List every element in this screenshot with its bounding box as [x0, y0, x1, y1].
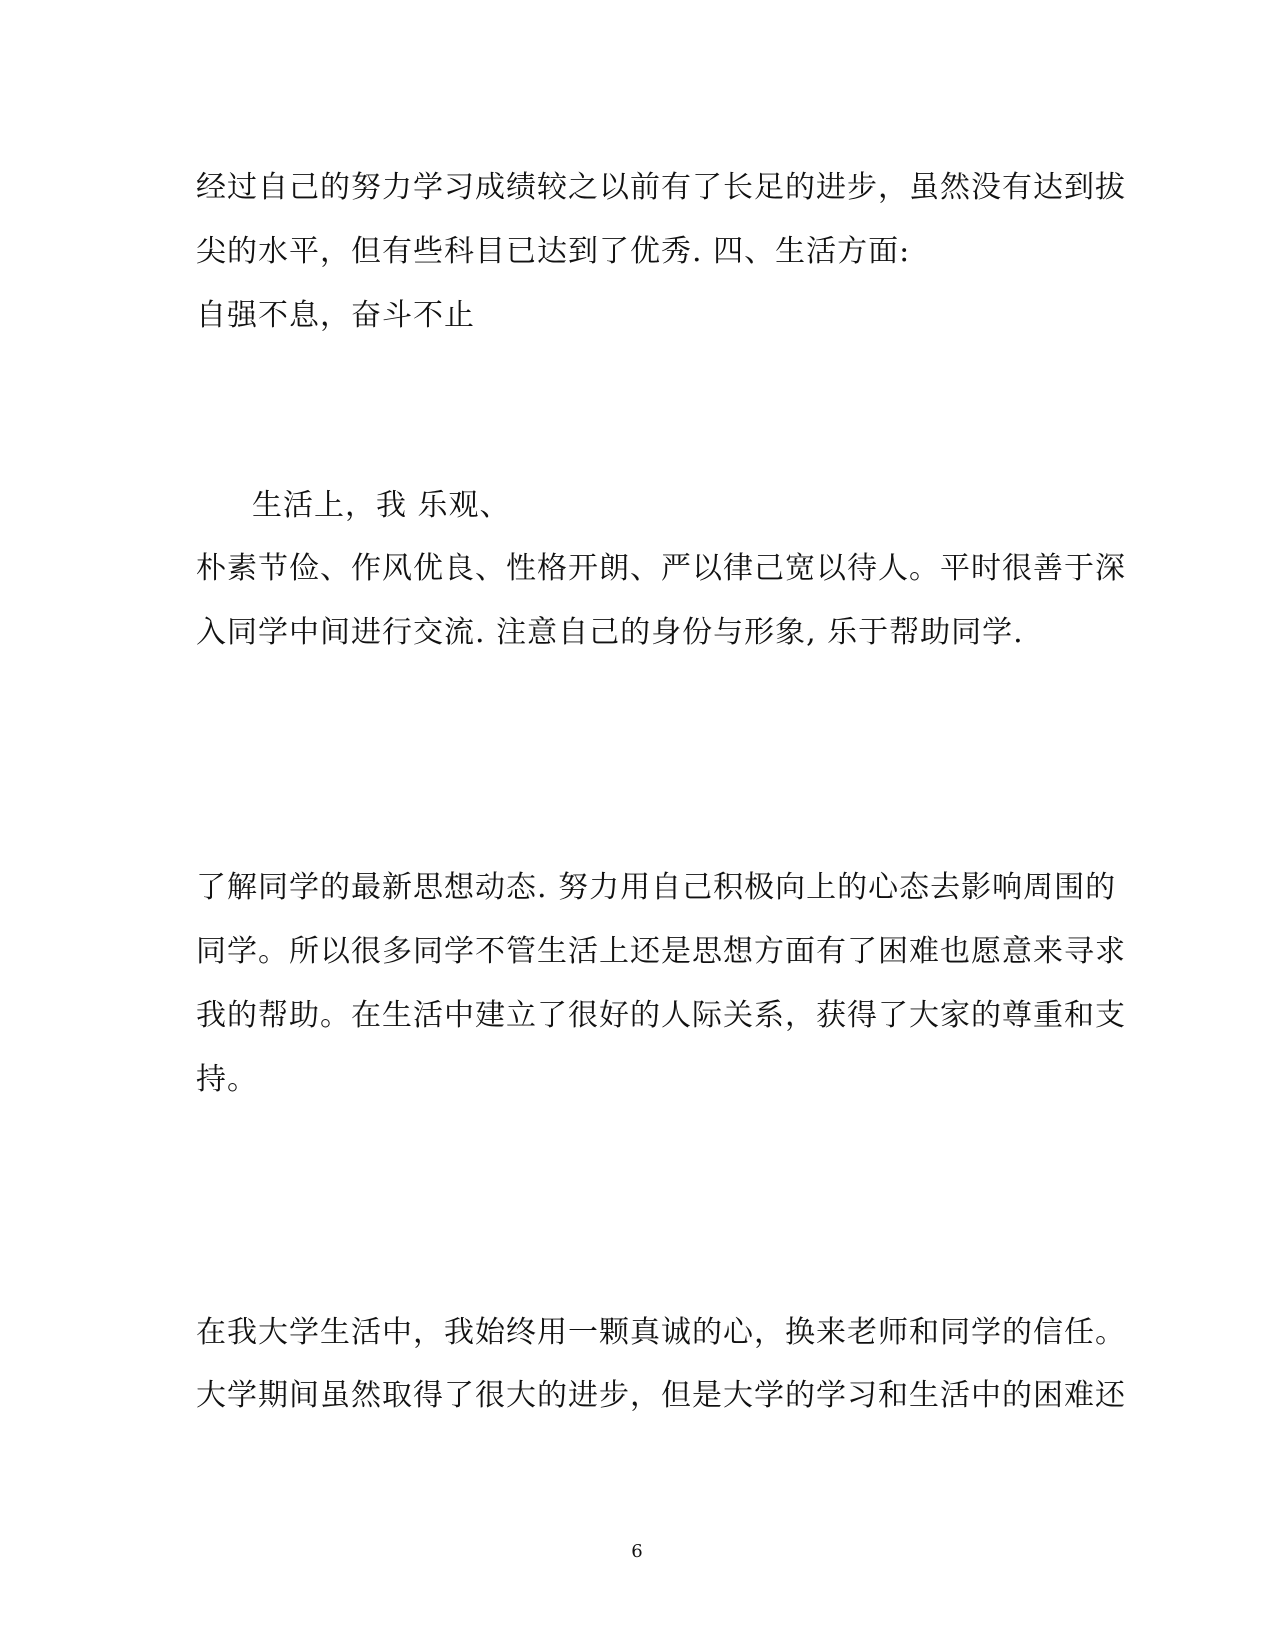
text-line: 自强不息，奋斗不止 [196, 298, 475, 333]
text-line: 大学期间虽然取得了很大的进步，但是大学的学习和生活中的困难还 [196, 1378, 1126, 1413]
text-line: 经过自己的努力学习成绩较之以前有了长足的进步，虽然没有达到拔 [196, 170, 1126, 205]
text-line: 尖的水平，但有些科目已达到了优秀. 四、生活方面: [196, 234, 911, 269]
text-line: 我的帮助。在生活中建立了很好的人际关系，获得了大家的尊重和支 [196, 998, 1126, 1033]
text-line: 入同学中间进行交流. 注意自己的身份与形象, 乐于帮助同学. [196, 615, 1024, 650]
text-line: 朴素节俭、作风优良、性格开朗、严以律己宽以待人。平时很善于深 [196, 551, 1126, 586]
text-line: 持。 [196, 1062, 258, 1097]
text-line: 在我大学生活中，我始终用一颗真诚的心，换来老师和同学的信任。 [196, 1315, 1126, 1350]
text-line: 同学。所以很多同学不管生活上还是思想方面有了困难也愿意来寻求 [196, 934, 1126, 969]
page-number: 6 [631, 1541, 643, 1562]
text-line: 了解同学的最新思想动态. 努力用自己积极向上的心态去影响周围的 [196, 870, 1117, 905]
text-line: 生活上，我 乐观、 [252, 488, 511, 523]
